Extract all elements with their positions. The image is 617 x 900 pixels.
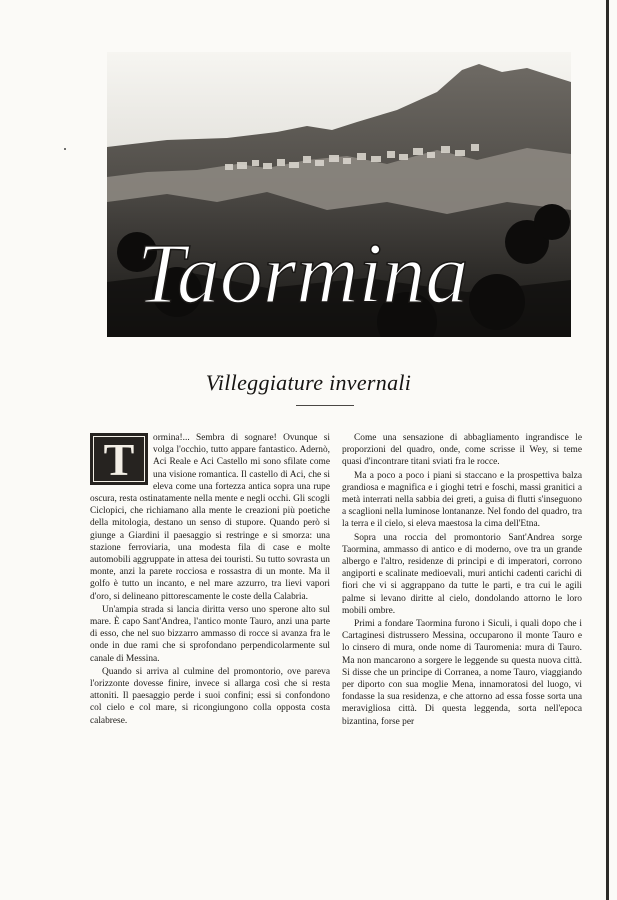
paragraph: Quando si arriva al culmine del promontorio, ove pareva l'orizzonte dovesse finire, invece si allarga così che si resta attoniti. Il paesaggio perde i suoi confini; essi si confondono col cielo e col mare, si ricongiungono colla opposta costa calabrese.: [90, 666, 330, 726]
right-column: [342, 432, 582, 729]
page-edge: [606, 0, 609, 900]
paragraph: ormina!... Sembra di sognare! Ovunque si volga l'occhio, tutto appare fantastico. Adernò, Aci Reale e Aci Castello mi sono sfilate come una visione romantica. Il castello di Aci, che si eleva come una fortezza antica sopra una rupe oscura, resta ostinatamente nella mente e negli occhi. Gli scogli Ciclopici, che richiamano alla mente le creazioni più poetiche della mitologia, destano un senso di stupore. Quando però si giunge a Giardini il paesaggio si restringe e si smorza: una stazione ferroviaria, una modesta fila di case e molte automobili aggruppate in attesa dei touristi. Su tutto sovrasta un monte, anzi la parete rocciosa e rossastra di un monte. Ma il golfo è tutto un incanto, e nel mare azzurro, tra lievi vapori d'oro, si delineano pittorescamente le coste della Calabria.: [90, 433, 330, 602]
dropcap-letter: T: [103, 434, 135, 485]
article-subtitle: Villeggiature invernali: [205, 370, 412, 395]
paragraph: Ma a poco a poco i piani si staccano e la prospettiva balza grandiosa e magnifica e i gioghi tetri e foschi, massi granitici a metà interrati nella sabbia dei greti, a guisa di flutti s'inseguono a scaglioni nella luminose lontananze. Nel fondo del quadro, tra la terra e il cielo, si eleva maestosa la cima dell'Etna.: [342, 470, 582, 530]
paragraph: Come una sensazione di abbagliamento ingrandisce le proporzioni del quadro, onde, come scrisse il Wey, si teme quasi d'incontrare titani sviati fra le rocce.: [342, 433, 582, 468]
landscape-image: [107, 52, 571, 337]
dropcap: [90, 433, 148, 485]
paragraph: Primi a fondare Taormina furono i Siculi, i quali dopo che i Cartaginesi distrussero Messina, occuparono il monte Tauro e lo cinsero di mura, onde nome di Tauromenia: mura di Tauro. Ma non mancarono a sorgere le leggende su questa nuova città. Si disse che un principe di Corranea, a nome Tauro, viaggiando per diporto con sua moglie Mena, innamoratosi del luogo, vi fondasse la sua residenza, e che attorno ad essa fosse sorta una meravigliosa città. Di questa leggenda, sorta nell'epoca bizantina, forse per: [342, 619, 582, 727]
paragraph: Un'ampia strada si lancia diritta verso uno sperone alto sul mare. È capo Sant'Andrea, l'antico monte Tauro, anzi una parte di esso, che nel suo bizzarro ammasso di rocce si avanza fra le onde in due rami che si sprofondano perpendicolarmente sul canale di Messina.: [90, 604, 330, 664]
title-text: Taormina: [137, 225, 469, 321]
title-divider: [296, 405, 354, 406]
paragraph: Sopra una roccia del promontorio Sant'Andrea sorge Taormina, ammasso di antico e di moderno, ove tra un grande albergo e l'altro, residenze di principi e di imperatori, corrono angiporti e scalinate medioevali, muri antichi cadenti carichi di fiori che vi si aggrappano da tutte le parti, e tra cui le agili palme si levano diritte al cielo, dondolando attorno le loro mobili ombre.: [342, 532, 582, 616]
print-speck: [64, 148, 66, 150]
header-photo: [107, 52, 571, 337]
left-column: [90, 432, 330, 728]
